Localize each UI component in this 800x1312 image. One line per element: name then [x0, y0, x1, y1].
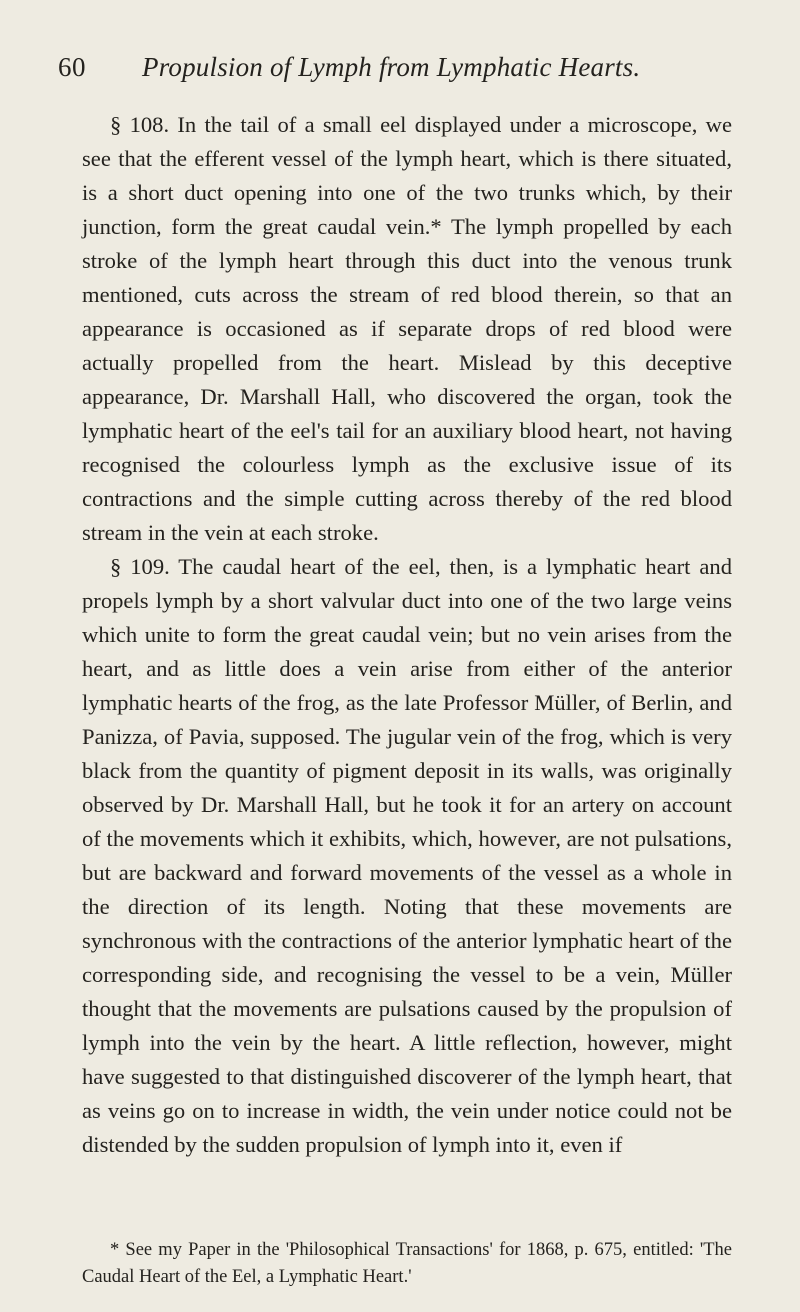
page-header — [58, 52, 728, 92]
paragraph-109: § 109. The caudal heart of the eel, then, is a lymphatic heart and propels lymph by a short valvular duct into one of the two large veins which unite to form the great caudal vein; but no vein arises from the heart, and as little does a vein arise from either of the anterior lymphatic hearts of the frog, as the late Professor Müller, of Berlin, and Panizza, of Pavia, supposed. The jugular vein of the frog, which is very black from the quantity of pigment deposit in its walls, was originally observed by Dr. Marshall Hall, but he took it for an artery on account of the movements which it exhibits, which, however, are not pulsations, but are backward and forward movements of the vessel as a whole in the direction of its length. Noting that these movements are synchronous with the contractions of the anterior lymphatic heart of the corresponding side, and recognising the vessel to be a vein, Müller thought that the movements are pulsations caused by the propulsion of lymph into the vein by the heart. A little reflection, however, might have suggested to that distinguished discoverer of the lymph heart, that as veins go on to increase in width, the vein under notice could not be distended by the sudden propulsion of lymph into it, even if — [82, 554, 732, 1157]
paragraph-108: § 108. In the tail of a small eel displayed under a microscope, we see that the efferent vessel of the lymph heart, which is there situated, is a short duct opening into one of the two trunks which, by their junction, form the great caudal vein.* The lymph propelled by each stroke of the lymph heart through this duct into the venous trunk mentioned, cuts across the stream of red blood therein, so that an appearance is occasioned as if separate drops of red blood were actually propelled from the heart. Mislead by this deceptive appearance, Dr. Marshall Hall, who discovered the organ, took the lymphatic heart of the eel's tail for an auxiliary blood heart, not having recognised the colourless lymph as the exclusive issue of its contractions and the simple cutting across thereby of the red blood stream in the vein at each stroke. — [82, 112, 732, 545]
page-number: 60 — [58, 52, 86, 82]
running-title: Propulsion of Lymph from Lymphatic Hearts. — [142, 52, 641, 82]
main-text — [82, 108, 732, 1162]
footnote-text: * See my Paper in the 'Philosophical Transactions' for 1868, p. 675, entitled: 'The Caudal Heart of the Eel, a Lymphatic Heart.' — [82, 1240, 732, 1287]
footnote — [82, 1237, 732, 1291]
